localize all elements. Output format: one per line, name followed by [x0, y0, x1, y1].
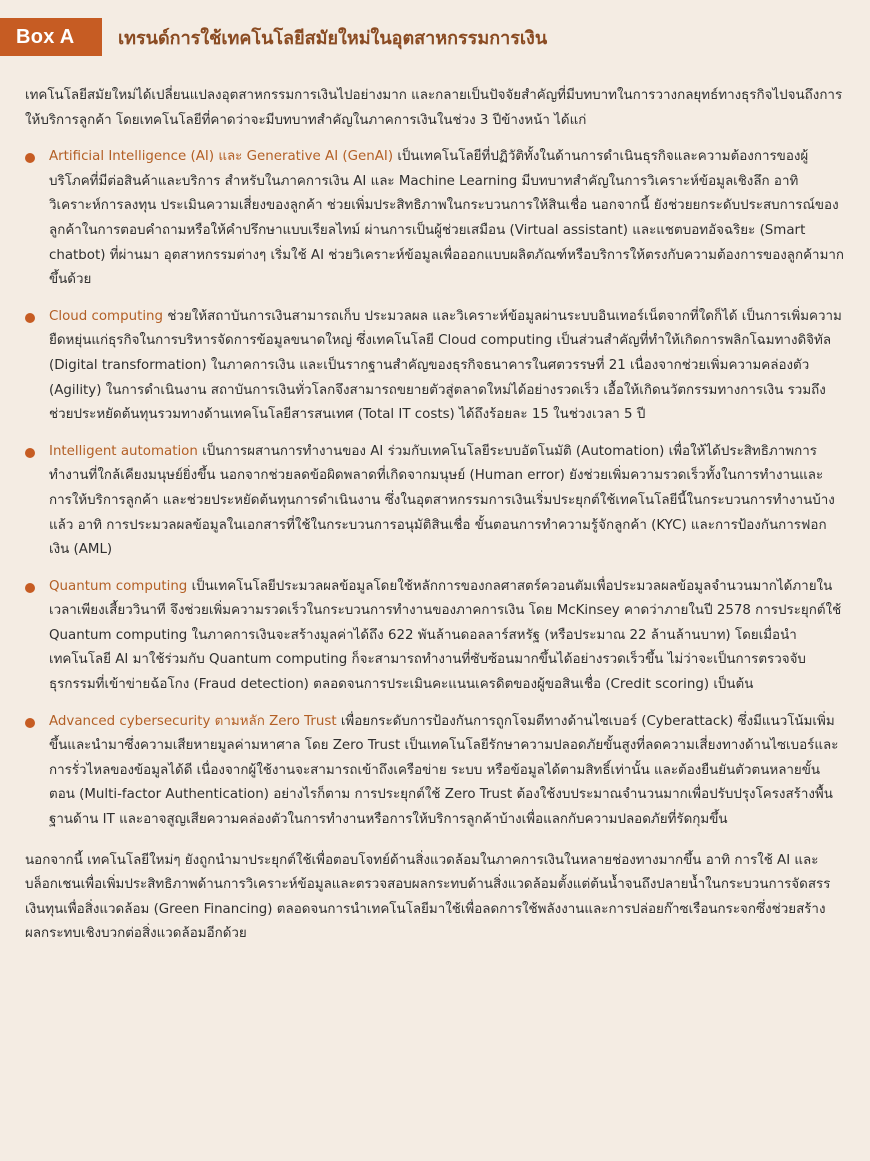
bullet-icon: [25, 583, 35, 593]
item-term: Artificial Intelligence (AI) และ Generative AI (GenAI): [49, 149, 394, 165]
item-text: เป็นเทคโนโลยีประมวลผลข้อมูลโดยใช้หลักการของกลศาสตร์ควอนตัมเพื่อประมวลผลข้อมูลจำนวนมากได้ภายในเวลาเพียงเสี้ยววินาที จึงช่วยเพิ่มความรวดเร็วในกระบวนการทำงานของภาคการเงิน โดย McKinsey คาดว่าภายในปี 2578 การประยุกต์ใช้ Quantum computing ในภาคการเงินจะสร้างมูลค่าได้ถึง 622 พันล้านดอลลาร์สหรัฐ (หรือประมาณ 22 ล้านล้านบาท) โดยเมื่อนำเทคโนโลยี AI มาใช้ร่วมกับ Quantum computing ก็จะสามารถทำงานที่ซับซ้อนมากขึ้นได้อย่างรวดเร็วขึ้น ไม่ว่าจะเป็นการตรวจจับธุรกรรมที่เข้าข่ายฉ้อโกง (Fraud detection) ตลอดจนการประเมินคะแนนเครดิตของผู้ขอสินเชื่อ (Credit scoring) เป็นต้น: [49, 578, 842, 693]
item-term: Intelligent automation: [49, 443, 198, 459]
box-header: [0, 18, 547, 56]
item-text: เพื่อยกระดับการป้องกันการถูกโจมตีทางด้านไซเบอร์ (Cyberattack) ซึ่งมีแนวโน้มเพิ่มขึ้นและนำมาซึ่งความเสียหายมูลค่ามหาศาล โดย Zero Trust เป็นเทคโนโลยีรักษาความปลอดภัยขั้นสูงที่ลดความเสี่ยงทางด้านไซเบอร์และการรั่วไหลของข้อมูลได้ดี เนื่องจากผู้ใช้งานจะสามารถเข้าถึงเครือข่าย ระบบ หรือข้อมูลได้ตามสิทธิ์เท่านั้น และต้องยืนยันตัวตนหลายขั้นตอน (Multi-factor Authentication) อย่างไรก็ตาม การประยุกต์ใช้ Zero Trust ต้องใช้งบประมาณจำนวนมากเพื่อปรับปรุงโครงสร้างพื้นฐานด้าน IT และอาจสูญเสียความคล่องตัวในการทำงานหรือการให้บริการลูกค้าบ้างเพื่อแลกกับความปลอดภัยที่รัดกุมขึ้น: [49, 713, 839, 828]
list-item: [25, 710, 845, 833]
bullet-icon: [25, 153, 35, 163]
intro-paragraph: เทคโนโลยีสมัยใหม่ได้เปลี่ยนแปลงอุตสาหกรรมการเงินไปอย่างมาก และกลายเป็นปัจจัยสำคัญที่มีบทบาทในการวางกลยุทธ์ทางธุรกิจไปจนถึงการให้บริการลูกค้า โดยเทคโนโลยีที่คาดว่าจะมีบทบาทสำคัญในภาคการเงินในช่วง 3 ปีข้างหน้า ได้แก่: [25, 88, 843, 128]
box-label: Box A: [0, 18, 102, 56]
bullet-icon: [25, 718, 35, 728]
item-term: Advanced cybersecurity ตามหลัก Zero Trust: [49, 713, 337, 729]
box-content: [25, 84, 845, 947]
closing-paragraph: นอกจากนี้ เทคโนโลยีใหม่ๆ ยังถูกนำมาประยุกต์ใช้เพื่อตอบโจทย์ด้านสิ่งแวดล้อมในภาคการเงินในหลายช่องทางมากขึ้น อาทิ การใช้ AI และบล็อกเชนเพื่อเพิ่มประสิทธิภาพด้านการวิเคราะห์ข้อมูลและตรวจสอบผลกระทบด้านสิ่งแวดล้อมตั้งแต่ต้นน้ำจนถึงปลายน้ำในกระบวนการจัดสรรเงินทุนเพื่อสิ่งแวดล้อม (Green Financing) ตลอดจนการนำเทคโนโลยีมาใช้เพื่อลดการใช้พลังงานและการปล่อยก๊าซเรือนกระจกซึ่งช่วยสร้างผลกระทบเชิงบวกต่อสิ่งแวดล้อมอีกด้วย: [25, 852, 831, 942]
box-title: เทรนด์การใช้เทคโนโลยีสมัยใหม่ในอุตสาหกรรมการเงิน: [118, 27, 548, 49]
item-text: เป็นเทคโนโลยีที่ปฏิวัติทั้งในด้านการดำเนินธุรกิจและความต้องการของผู้บริโภคที่มีต่อสินค้าและบริการ สำหรับในภาคการเงิน AI และ Machine Learning มีบทบาทสำคัญในการวิเคราะห์ข้อมูลเชิงลึก อาทิ วิเคราะห์การลงทุน ประเมินความเสี่ยงของลูกค้า ช่วยเพิ่มประสิทธิภาพในกระบวนการให้สินเชื่อ นอกจากนี้ ยังช่วยยกระดับประสบการณ์ของลูกค้าในการตอบคำถามหรือให้คำปรึกษาแบบเรียลไทม์ ผ่านการเป็นผู้ช่วยเสมือน (Virtual assistant) และแชตบอทอัจฉริยะ (Smart chatbot) ที่ผ่านมา อุตสาหกรรมต่างๆ เริ่มใช้ AI ช่วยวิเคราะห์ข้อมูลเพื่อออกแบบผลิตภัณฑ์หรือบริการให้ตรงกับความต้องการของลูกค้ามากขึ้นด้วย: [49, 149, 845, 288]
bullet-icon: [25, 313, 35, 323]
technology-list: [25, 145, 845, 832]
item-term: Cloud computing: [49, 308, 164, 324]
item-text: เป็นการผสานการทำงานของ AI ร่วมกับเทคโนโลยีระบบอัตโนมัติ (Automation) เพื่อให้ได้ประสิทธิภาพการทำงานที่ใกล้เคียงมนุษย์ยิ่งขึ้น นอกจากช่วยลดข้อผิดพลาดที่เกิดจากมนุษย์ (Human error) ยังช่วยเพิ่มความรวดเร็วทั้งในการทำงานและการให้บริการลูกค้า และช่วยประหยัดต้นทุนการดำเนินงาน ซึ่งในอุตสาหกรรมการเงินเริ่มประยุกต์ใช้เทคโนโลยีนี้ในกระบวนการทำงานบ้างแล้ว อาทิ การประมวลผลข้อมูลในเอกสารที่ใช้ในกระบวนการอนุมัติสินเชื่อ ขั้นตอนการทำความรู้จักลูกค้า (KYC) และการป้องกันการฟอกเงิน (AML): [49, 443, 835, 558]
item-text: ช่วยให้สถาบันการเงินสามารถเก็บ ประมวลผล และวิเคราะห์ข้อมูลผ่านระบบอินเทอร์เน็ตจากที่ใดก็ได้ เป็นการเพิ่มความยืดหยุ่นแก่ธุรกิจในการบริหารจัดการข้อมูลขนาดใหญ่ ซึ่งเทคโนโลยี Cloud computing เป็นส่วนสำคัญที่ทำให้เกิดการพลิกโฉมทางดิจิทัล (Digital transformation) ในภาคการเงิน และเป็นรากฐานสำคัญของธุรกิจธนาคารในศตวรรษที่ 21 เนื่องจากช่วยเพิ่มความคล่องตัว (Agility) ในการดำเนินงาน สถาบันการเงินทั่วโลกจึงสามารถขยายตัวสู่ตลาดใหม่ได้อย่างรวดเร็ว เอื้อให้เกิดนวัตกรรมทางการเงิน รวมถึงช่วยประหยัดต้นทุนรวมทางด้านเทคโนโลยีสารสนเทศ (Total IT costs) ได้ถึงร้อยละ 15 ในช่วงเวลา 5 ปี: [49, 308, 842, 423]
bullet-icon: [25, 448, 35, 458]
list-item: [25, 440, 845, 563]
list-item: [25, 305, 845, 428]
list-item: [25, 575, 845, 698]
item-term: Quantum computing: [49, 578, 188, 594]
list-item: [25, 145, 845, 293]
